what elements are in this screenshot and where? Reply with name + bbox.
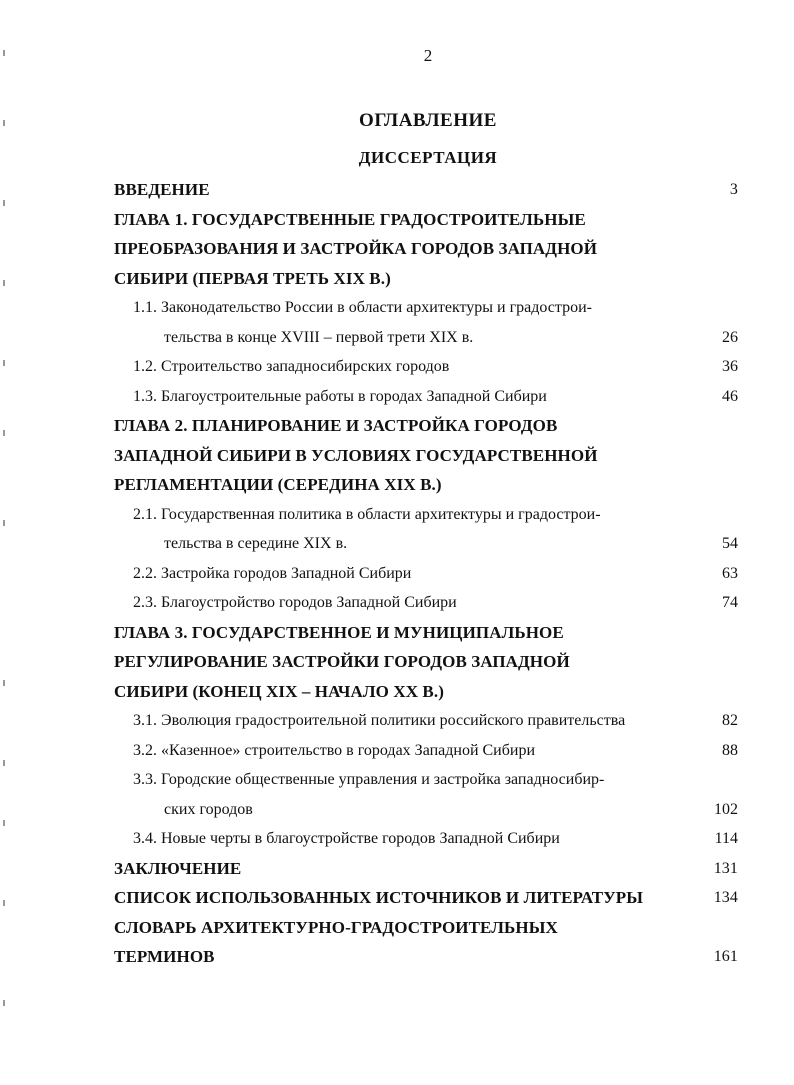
table-of-contents: [114, 175, 738, 972]
toc-entry-text: РЕГЛАМЕНТАЦИИ (СЕРЕДИНА XIX В.): [114, 475, 442, 494]
toc-entry-text: ГЛАВА 3. ГОСУДАРСТВЕННОЕ И МУНИЦИПАЛЬНОЕ: [114, 622, 564, 642]
toc-entry-page: 131: [713, 859, 738, 877]
toc-entry-text: ЗАКЛЮЧЕНИЕ: [114, 858, 242, 878]
toc-entry: [114, 500, 738, 530]
toc-entry-text: ТЕРМИНОВ: [114, 947, 215, 966]
toc-entry-text: ПРЕОБРАЗОВАНИЯ И ЗАСТРОЙКА ГОРОДОВ ЗАПАДНОЙ: [114, 239, 598, 258]
toc-entry: [114, 736, 738, 766]
toc-entry-text: 3.1. Эволюция градостроительной политики российского правительства: [133, 712, 626, 729]
toc-entry: [114, 824, 738, 854]
toc-entry-text: ВВЕДЕНИЕ: [114, 180, 210, 199]
toc-entry: [114, 618, 738, 648]
toc-entry-text: СИБИРИ (КОНЕЦ XIX – НАЧАЛО XX В.): [114, 681, 444, 701]
toc-entry: [114, 175, 738, 205]
toc-title: ОГЛАВЛЕНИЕ: [359, 110, 497, 131]
toc-entry: [114, 942, 738, 972]
toc-entry-page: 88: [722, 741, 738, 759]
toc-entry-page: 74: [722, 594, 738, 611]
toc-entry-page: 114: [714, 830, 738, 847]
toc-subtitle: ДИССЕРТАЦИЯ: [358, 148, 498, 167]
toc-entry-text: тельства в конце XVIII – первой трети XIX в.: [164, 328, 474, 346]
toc-entry-page: 134: [713, 889, 738, 906]
toc-entry: [114, 264, 738, 294]
toc-entry: [114, 352, 738, 382]
toc-entry: [114, 559, 738, 589]
toc-entry-text: ГЛАВА 2. ПЛАНИРОВАНИЕ И ЗАСТРОЙКА ГОРОДОВ: [114, 416, 558, 435]
toc-entry-page: 102: [714, 800, 738, 818]
toc-entry-page: 54: [722, 535, 738, 552]
toc-entry: [114, 234, 738, 264]
toc-entry-text: ГЛАВА 1. ГОСУДАРСТВЕННЫЕ ГРАДОСТРОИТЕЛЬНЫЕ: [114, 209, 586, 229]
toc-entry: [114, 854, 738, 884]
toc-entry: [114, 883, 738, 913]
toc-entry-text: ЗАПАДНОЙ СИБИРИ В УСЛОВИЯХ ГОСУДАРСТВЕННОЙ: [114, 445, 598, 465]
toc-entry-page: 3: [729, 181, 738, 198]
toc-entry-text: 1.3. Благоустроительные работы в городах Западной Сибири: [133, 387, 547, 405]
toc-entry-page: 26: [722, 328, 738, 346]
toc-entry-page: 46: [722, 387, 738, 405]
toc-entry-text: 3.4. Новые черты в благоустройстве городов Западной Сибири: [133, 830, 560, 847]
toc-entry: [114, 647, 738, 677]
toc-entry: [114, 205, 738, 235]
toc-entry-page: 161: [713, 948, 738, 965]
page-number: 2: [423, 46, 433, 65]
toc-entry-page: 82: [722, 712, 738, 729]
toc-entry-text: 2.1. Государственная политика в области архитектуры и градострои-: [133, 505, 601, 523]
toc-entry: [114, 441, 738, 471]
toc-entry-text: 2.3. Благоустройство городов Западной Сибири: [133, 594, 457, 611]
toc-entry-text: СИБИРИ (ПЕРВАЯ ТРЕТЬ XIX В.): [114, 268, 391, 288]
toc-entry-text: СПИСОК ИСПОЛЬЗОВАННЫХ ИСТОЧНИКОВ И ЛИТЕРАТУРЫ: [114, 888, 644, 907]
toc-entry: [114, 765, 738, 795]
toc-entry: [114, 323, 738, 353]
toc-entry-text: 1.1. Законодательство России в области архитектуры и градострои-: [133, 299, 592, 316]
toc-entry-page: 63: [722, 564, 738, 582]
scan-margin-artifacts: [3, 0, 13, 1085]
toc-entry: [114, 529, 738, 559]
toc-entry: [114, 913, 738, 943]
toc-entry-text: 3.2. «Казенное» строительство в городах Западной Сибири: [133, 741, 536, 759]
toc-entry-text: 1.2. Строительство западносибирских городов: [133, 358, 450, 375]
toc-entry: [114, 706, 738, 736]
toc-entry: [114, 588, 738, 618]
toc-entry: [114, 382, 738, 412]
toc-entry-text: ских городов: [164, 800, 253, 818]
toc-entry: [114, 470, 738, 500]
toc-entry-text: СЛОВАРЬ АРХИТЕКТУРНО-ГРАДОСТРОИТЕЛЬНЫХ: [114, 917, 558, 937]
toc-entry-text: тельства в середине XIX в.: [164, 535, 348, 552]
toc-entry: [114, 677, 738, 707]
toc-entry-text: 3.3. Городские общественные управления и застройка западносибир-: [133, 771, 605, 788]
toc-entry: [114, 411, 738, 441]
toc-entry-text: РЕГУЛИРОВАНИЕ ЗАСТРОЙКИ ГОРОДОВ ЗАПАДНОЙ: [114, 652, 570, 671]
toc-entry: [114, 293, 738, 323]
toc-entry: [114, 795, 738, 825]
toc-entry-page: 36: [722, 358, 738, 375]
toc-entry-text: 2.2. Застройка городов Западной Сибири: [133, 564, 412, 582]
